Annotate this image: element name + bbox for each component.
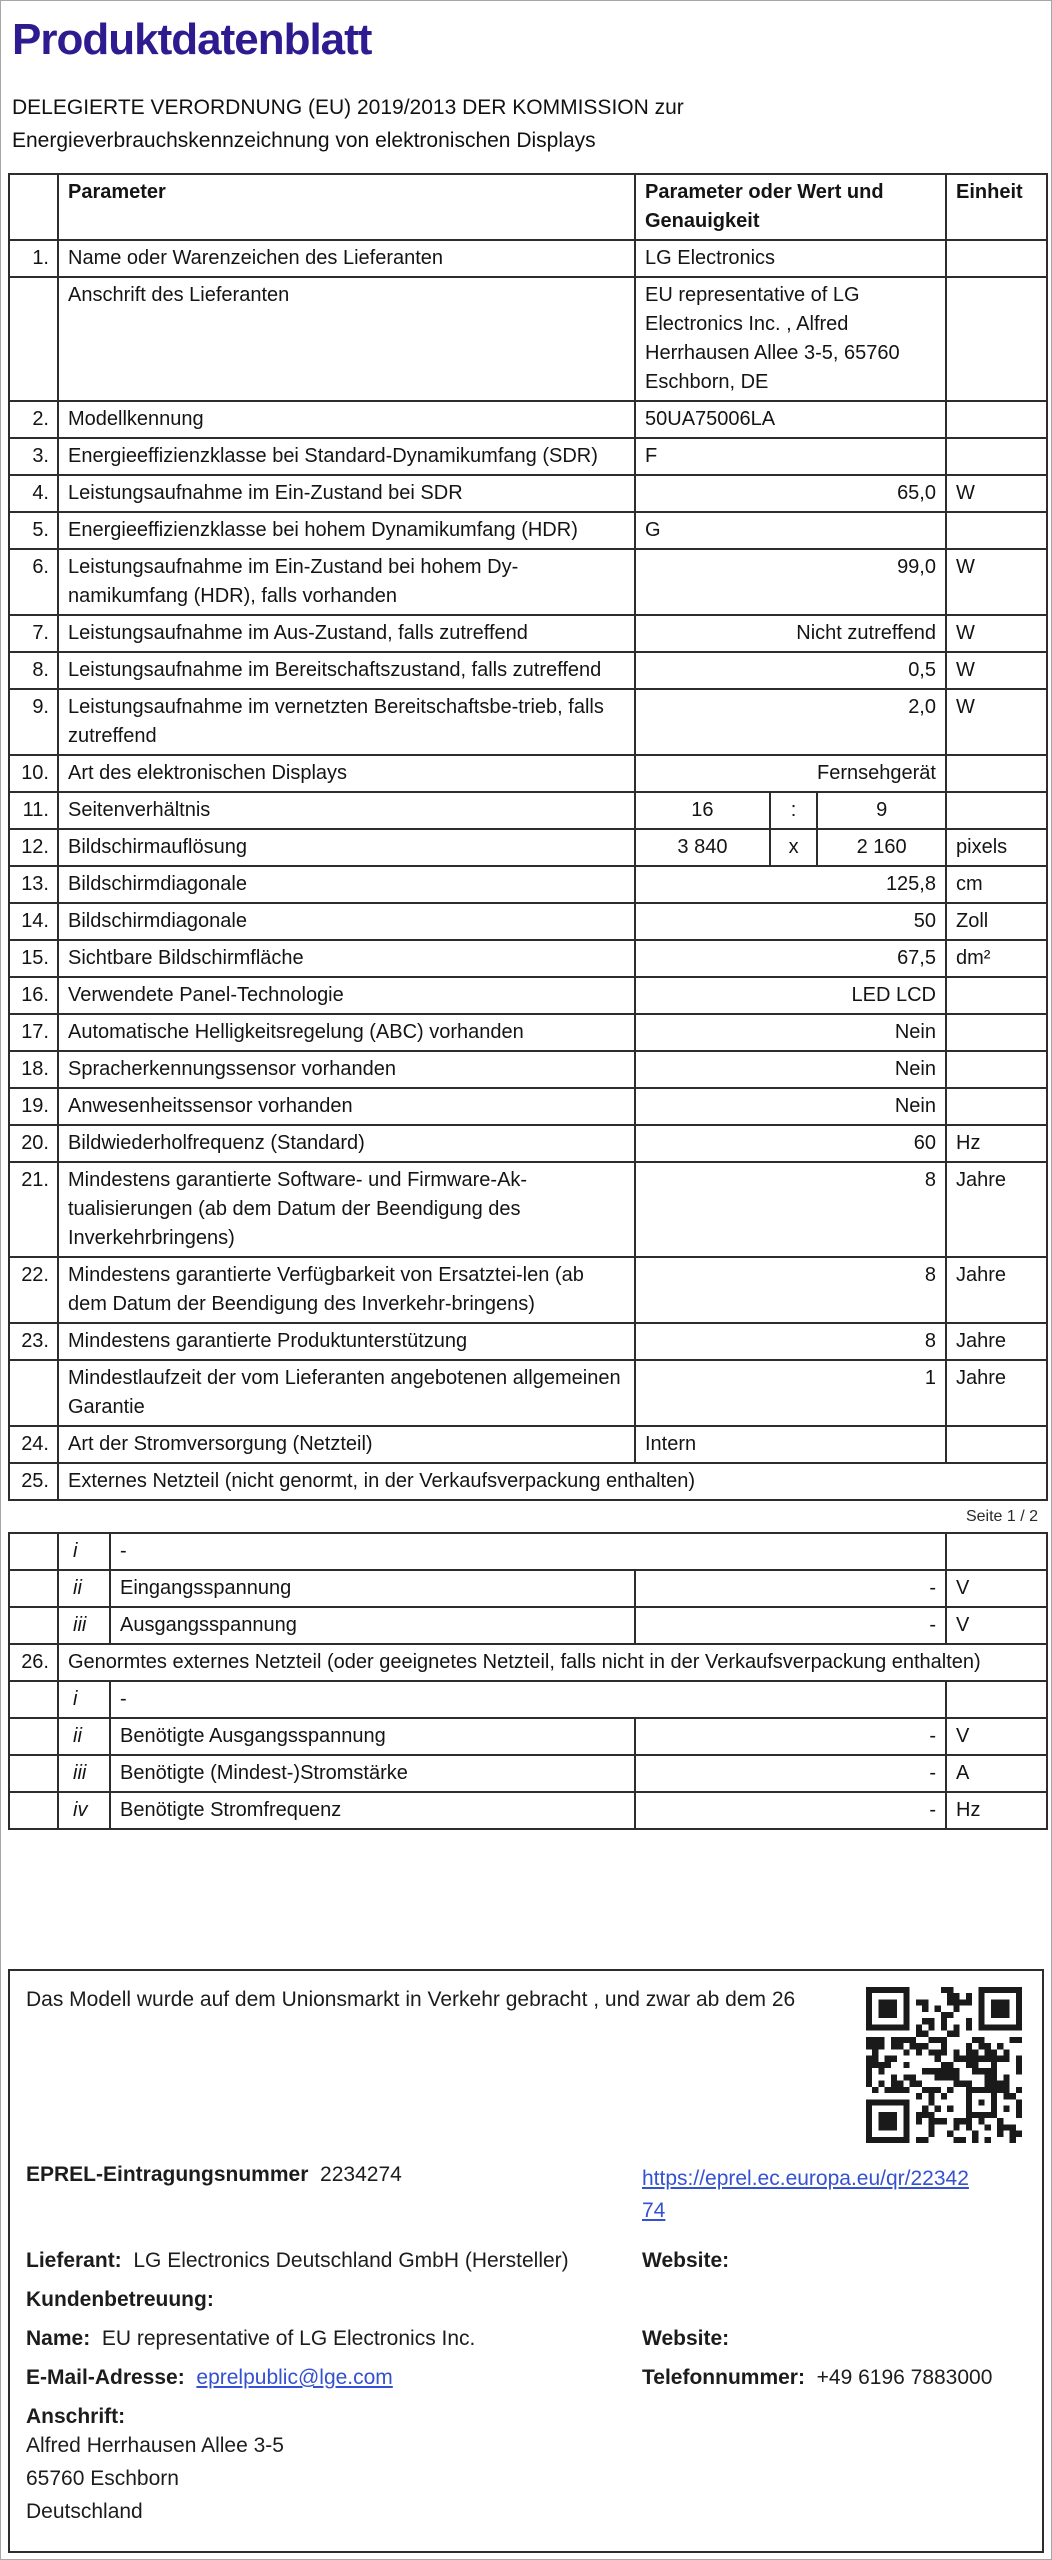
unit-cell: Hz [946, 1125, 1047, 1162]
parameter-cell: Automatische Helligkeitsregelung (ABC) vorhanden [58, 1014, 635, 1051]
unit-cell [946, 240, 1047, 277]
roman-numeral-cell: ii [58, 1570, 110, 1607]
parameter-cell: Mindestens garantierte Software- und Firmware-Ak-tualisierungen (ab dem Datum der Beendigung des Inverkehrbringens) [58, 1162, 635, 1257]
supplier-info-box [8, 1969, 1044, 2553]
roman-numeral-cell: iii [58, 1755, 110, 1792]
row-number-cell: 23. [9, 1323, 58, 1360]
value-cell: 1 [635, 1360, 946, 1426]
value-cell: 8 [635, 1323, 946, 1360]
parameter-cell: Verwendete Panel-Technologie [58, 977, 635, 1014]
value-cell: LED LCD [635, 977, 946, 1014]
page-marker: Seite 1 / 2 [965, 1508, 1038, 1525]
supplier-row [26, 2249, 1026, 2273]
parameter-cell: Externes Netzteil (nicht genormt, in der Verkaufsverpackung enthalten) [58, 1463, 1047, 1500]
unit-cell [946, 438, 1047, 475]
parameter-cell: Leistungsaufnahme im Ein-Zustand bei hohem Dy-namikumfang (HDR), falls vorhanden [58, 549, 635, 615]
parameter-cell: Benötigte Stromfrequenz [110, 1792, 635, 1829]
row-number-cell: 8. [9, 652, 58, 689]
row-number-cell: 22. [9, 1257, 58, 1323]
website-label-2: Website: [642, 2327, 730, 2350]
value-cell: Fernsehgerät [635, 755, 946, 792]
value-cell: 50 [635, 903, 946, 940]
row-number-cell: 10. [9, 755, 58, 792]
row-number-cell: 20. [9, 1125, 58, 1162]
roman-numeral-cell: ii [58, 1718, 110, 1755]
parameter-cell: Name oder Warenzeichen des Lieferanten [58, 240, 635, 277]
eprel-number: 2234274 [320, 2163, 402, 2186]
row-number-cell [9, 1681, 58, 1718]
row-number-cell [9, 277, 58, 401]
unit-cell: W [946, 689, 1047, 755]
table-row [9, 755, 1047, 792]
value-cell: Nein [635, 1014, 946, 1051]
unit-cell [946, 1533, 1047, 1570]
unit-cell: V [946, 1718, 1047, 1755]
parameter-cell: Seitenverhältnis [58, 792, 635, 829]
table-row [9, 1644, 1047, 1681]
row-number-cell: 13. [9, 866, 58, 903]
row-number-cell: 18. [9, 1051, 58, 1088]
table-row [9, 438, 1047, 475]
value-cell [635, 829, 946, 866]
unit-cell: A [946, 1755, 1047, 1792]
parameter-cell: Art des elektronischen Displays [58, 755, 635, 792]
unit-cell [946, 1681, 1047, 1718]
value-cell: 2,0 [635, 689, 946, 755]
value-cell: Intern [635, 1426, 946, 1463]
unit-cell [946, 755, 1047, 792]
contact-name-row [26, 2327, 1026, 2351]
table-row [9, 475, 1047, 512]
table-row [9, 792, 1047, 829]
table-row [9, 977, 1047, 1014]
address-line-1: Alfred Herrhausen Allee 3-5 [26, 2434, 284, 2457]
roman-numeral-cell: i [58, 1533, 110, 1570]
address-label-row [26, 2405, 1026, 2429]
table-row [9, 1162, 1047, 1257]
row-number-cell: 6. [9, 549, 58, 615]
value-cell: Nein [635, 1051, 946, 1088]
row-number-cell: 4. [9, 475, 58, 512]
value-cell: 125,8 [635, 866, 946, 903]
parameter-cell: Genormtes externes Netzteil (oder geeignetes Netzteil, falls nicht in der Verkaufsverpackung enthalten) [58, 1644, 1047, 1681]
parameter-cell: Mindestens garantierte Verfügbarkeit von Ersatztei-len (ab dem Datum der Beendigung des Inverkehr-bringens) [58, 1257, 635, 1323]
value-part: 3 840 [677, 836, 728, 858]
unit-cell: W [946, 475, 1047, 512]
unit-cell [946, 977, 1047, 1014]
parameter-cell: Modellkennung [58, 401, 635, 438]
row-number-cell: 7. [9, 615, 58, 652]
parameter-cell: Leistungsaufnahme im Bereitschaftszustand, falls zutreffend [58, 652, 635, 689]
value-cell: - [635, 1792, 946, 1829]
unit-cell: Jahre [946, 1360, 1047, 1426]
unit-cell [946, 277, 1047, 401]
unit-cell [946, 1014, 1047, 1051]
table-row [9, 1533, 1047, 1570]
row-number-cell: 15. [9, 940, 58, 977]
row-number-cell [9, 1533, 58, 1570]
table-row [9, 940, 1047, 977]
row-number-cell [9, 1755, 58, 1792]
parameter-cell: Ausgangsspannung [110, 1607, 635, 1644]
value-cell: - [635, 1718, 946, 1755]
value-part: x [769, 830, 818, 865]
address-line-3: Deutschland [26, 2500, 143, 2523]
address-block [26, 2429, 1026, 2528]
roman-numeral-cell: iv [58, 1792, 110, 1829]
table-row [9, 829, 1047, 866]
website-label: Website: [642, 2249, 730, 2272]
parameter-cell: Benötigte (Mindest-)Stromstärke [110, 1755, 635, 1792]
row-number-cell: 26. [9, 1644, 58, 1681]
parameter-cell: Sichtbare Bildschirmfläche [58, 940, 635, 977]
value-cell: 8 [635, 1162, 946, 1257]
value-cell: - [635, 1570, 946, 1607]
table-row [9, 1681, 1047, 1718]
table-row [9, 240, 1047, 277]
table-header-row [9, 174, 1047, 240]
phone-label: Telefonnummer: [642, 2366, 805, 2389]
unit-cell: W [946, 652, 1047, 689]
parameter-cell: Bildschirmdiagonale [58, 903, 635, 940]
unit-cell: Hz [946, 1792, 1047, 1829]
table-row [9, 866, 1047, 903]
parameter-cell: Mindestens garantierte Produktunterstützung [58, 1323, 635, 1360]
row-number-cell: 5. [9, 512, 58, 549]
unit-cell: dm² [946, 940, 1047, 977]
row-number-cell: 25. [9, 1463, 58, 1500]
row-number-cell: 11. [9, 792, 58, 829]
row-number-cell: 2. [9, 401, 58, 438]
email-link[interactable]: eprelpublic@lge.com [196, 2366, 393, 2389]
value-cell: EU representative of LG Electronics Inc. , Alfred Herrhausen Allee 3-5, 65760 Eschborn, DE [635, 277, 946, 401]
unit-cell: Jahre [946, 1323, 1047, 1360]
header-number-cell [9, 174, 58, 240]
email-row [26, 2366, 1026, 2390]
table-row [9, 1360, 1047, 1426]
value-cell: 65,0 [635, 475, 946, 512]
table-row [9, 277, 1047, 401]
unit-cell: W [946, 549, 1047, 615]
row-number-cell: 1. [9, 240, 58, 277]
row-number-cell [9, 1570, 58, 1607]
parameter-cell: - [110, 1681, 946, 1718]
table-row [9, 903, 1047, 940]
table-row [9, 1718, 1047, 1755]
value-cell: 99,0 [635, 549, 946, 615]
value-cell: - [635, 1755, 946, 1792]
row-number-cell: 3. [9, 438, 58, 475]
parameter-cell: Leistungsaufnahme im vernetzten Bereitschaftsbe-trieb, falls zutreffend [58, 689, 635, 755]
roman-numeral-cell: i [58, 1681, 110, 1718]
parameter-cell: Spracherkennungssensor vorhanden [58, 1051, 635, 1088]
unit-cell: W [946, 615, 1047, 652]
parameter-cell: Benötigte Ausgangsspannung [110, 1718, 635, 1755]
support-row [26, 2288, 1026, 2312]
row-number-cell [9, 1360, 58, 1426]
spec-table-continued [8, 1532, 1048, 1830]
table-row [9, 1088, 1047, 1125]
row-number-cell: 24. [9, 1426, 58, 1463]
parameter-cell: Eingangsspannung [110, 1570, 635, 1607]
phone-number: +49 6196 7883000 [816, 2366, 993, 2389]
table-row [9, 1051, 1047, 1088]
value-cell: F [635, 438, 946, 475]
name-label: Name: [26, 2327, 91, 2350]
unit-cell: Zoll [946, 903, 1047, 940]
value-cell: 50UA75006LA [635, 401, 946, 438]
support-label: Kundenbetreuung: [26, 2288, 214, 2311]
table-row [9, 689, 1047, 755]
eprel-number-line [26, 2163, 642, 2187]
parameter-cell: Anwesenheitssensor vorhanden [58, 1088, 635, 1125]
value-cell: 0,5 [635, 652, 946, 689]
table-row [9, 1570, 1047, 1607]
value-cell: G [635, 512, 946, 549]
page-title: Produktdatenblatt [12, 15, 372, 64]
value-cell: 8 [635, 1257, 946, 1323]
parameter-cell: Art der Stromversorgung (Netzteil) [58, 1426, 635, 1463]
unit-cell: V [946, 1607, 1047, 1644]
table-row [9, 1792, 1047, 1829]
row-number-cell [9, 1792, 58, 1829]
table-row [9, 1607, 1047, 1644]
row-number-cell: 19. [9, 1088, 58, 1125]
value-part: 16 [691, 799, 714, 821]
row-number-cell: 17. [9, 1014, 58, 1051]
unit-cell: pixels [946, 829, 1047, 866]
address-label: Anschrift: [26, 2405, 126, 2428]
table-row [9, 1014, 1047, 1051]
unit-cell: cm [946, 866, 1047, 903]
value-cell: Nicht zutreffend [635, 615, 946, 652]
row-number-cell: 12. [9, 829, 58, 866]
parameter-cell: Energieeffizienzklasse bei hohem Dynamikumfang (HDR) [58, 512, 635, 549]
header-unit: Einheit [946, 174, 1047, 240]
unit-cell: V [946, 1570, 1047, 1607]
header-parameter: Parameter [58, 174, 635, 240]
email-label: E-Mail-Adresse: [26, 2366, 185, 2389]
header-value: Parameter oder Wert und Genauigkeit [635, 174, 946, 240]
table-row [9, 1257, 1047, 1323]
table-row [9, 1755, 1047, 1792]
table-row [9, 1463, 1047, 1500]
unit-cell: Jahre [946, 1257, 1047, 1323]
value-cell: 60 [635, 1125, 946, 1162]
value-cell: 67,5 [635, 940, 946, 977]
parameter-cell: Mindestlaufzeit der vom Lieferanten angebotenen allgemeinen Garantie [58, 1360, 635, 1426]
supplier-label: Lieferant: [26, 2249, 122, 2272]
table-row [9, 652, 1047, 689]
value-part: 2 160 [856, 836, 907, 858]
address-line-2: 65760 Eschborn [26, 2467, 179, 2490]
subtitle-line-2: Energieverbrauchskennzeichnung von elektronischen Displays [12, 129, 596, 152]
eprel-row [26, 2163, 1026, 2227]
value-cell [635, 792, 946, 829]
parameter-cell: Leistungsaufnahme im Ein-Zustand bei SDR [58, 475, 635, 512]
table-row [9, 1426, 1047, 1463]
value-part: 9 [876, 799, 888, 821]
parameter-cell: Anschrift des Lieferanten [58, 277, 635, 401]
qr-code [866, 1987, 1022, 2143]
table-row [9, 1125, 1047, 1162]
unit-cell [946, 1426, 1047, 1463]
unit-cell: Jahre [946, 1162, 1047, 1257]
table-row [9, 512, 1047, 549]
value-cell: Nein [635, 1088, 946, 1125]
unit-cell [946, 512, 1047, 549]
parameter-cell: Bildwiederholfrequenz (Standard) [58, 1125, 635, 1162]
eprel-link[interactable]: https://eprel.ec.europa.eu/qr/2234274 [642, 2167, 969, 2222]
parameter-cell: - [110, 1533, 946, 1570]
row-number-cell: 9. [9, 689, 58, 755]
row-number-cell: 16. [9, 977, 58, 1014]
row-number-cell [9, 1718, 58, 1755]
eprel-label: EPREL-Eintragungsnummer [26, 2163, 309, 2186]
roman-numeral-cell: iii [58, 1607, 110, 1644]
row-number-cell [9, 1607, 58, 1644]
supplier-name: LG Electronics Deutschland GmbH (Hersteller) [133, 2249, 569, 2272]
table-row [9, 1323, 1047, 1360]
subtitle-line-1: DELEGIERTE VERORDNUNG (EU) 2019/2013 DER KOMMISSION zur [12, 96, 684, 119]
market-statement: Das Modell wurde auf dem Unionsmarkt in Verkehr gebracht , und zwar ab dem 26 [26, 1988, 796, 2011]
value-part: : [769, 793, 818, 828]
unit-cell [946, 1088, 1047, 1125]
spec-table [8, 173, 1048, 1501]
parameter-cell: Leistungsaufnahme im Aus-Zustand, falls zutreffend [58, 615, 635, 652]
table-row [9, 401, 1047, 438]
table-row [9, 615, 1047, 652]
row-number-cell: 21. [9, 1162, 58, 1257]
row-number-cell: 14. [9, 903, 58, 940]
parameter-cell: Bildschirmdiagonale [58, 866, 635, 903]
unit-cell [946, 401, 1047, 438]
contact-name: EU representative of LG Electronics Inc. [101, 2327, 476, 2350]
table-row [9, 549, 1047, 615]
parameter-cell: Bildschirmauflösung [58, 829, 635, 866]
value-cell: - [635, 1607, 946, 1644]
value-cell: LG Electronics [635, 240, 946, 277]
unit-cell [946, 792, 1047, 829]
parameter-cell: Energieeffizienzklasse bei Standard-Dynamikumfang (SDR) [58, 438, 635, 475]
regulation-subtitle [12, 91, 1044, 157]
unit-cell [946, 1051, 1047, 1088]
